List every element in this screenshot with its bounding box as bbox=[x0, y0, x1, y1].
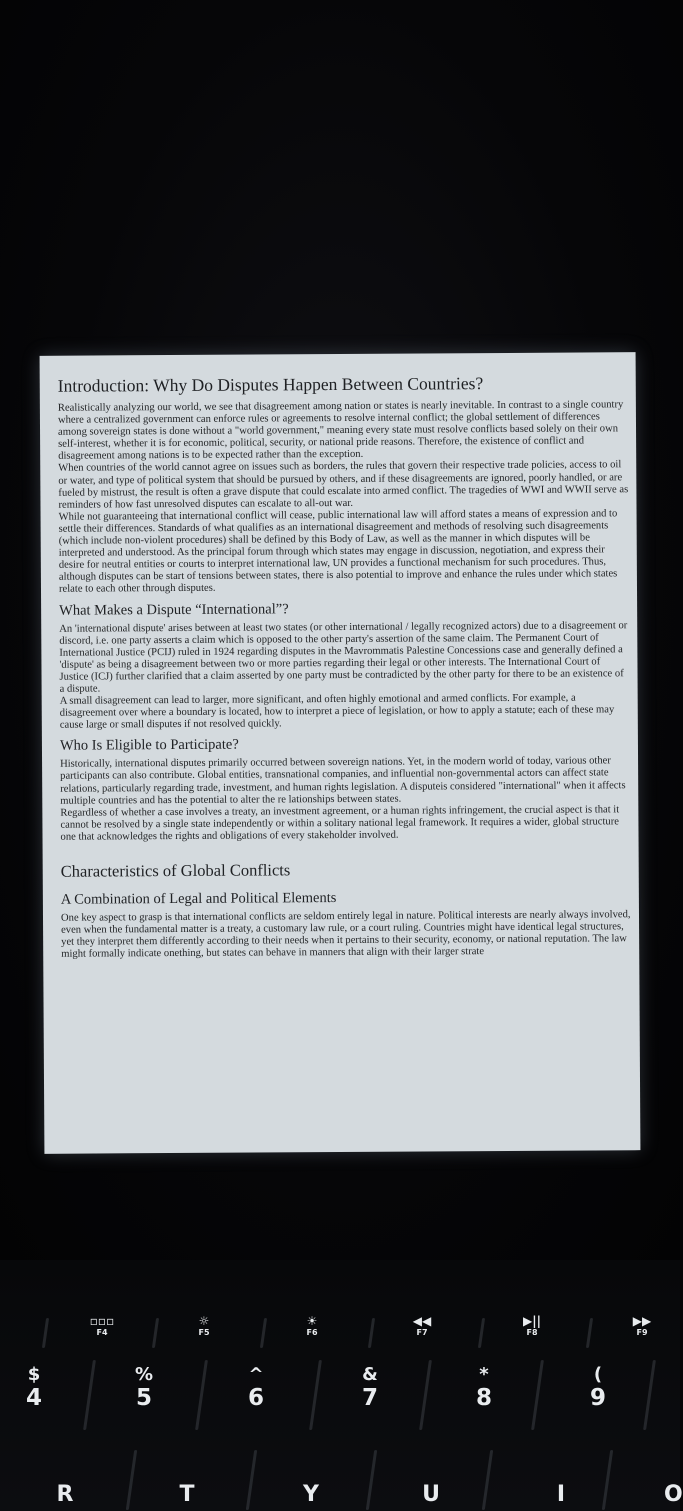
eligible-paragraph-1: Historically, international disputes primarily occurred between sovereign nations. Yet, in the modern world of today, various other participants can also contribute. Global entities, transnational companies, and influential non-governmental actors can affect state relations, particularly regarding trade, investment, and human rights legislation. A disputeis considered "international" when it affects multiple countries and has the potential to alter the re lationships between states. bbox=[60, 755, 626, 807]
key-o[interactable]: O bbox=[664, 1482, 683, 1507]
key-gap bbox=[260, 1318, 267, 1348]
key-6[interactable]: ^ 6 bbox=[247, 1364, 264, 1411]
key-i[interactable]: I bbox=[556, 1482, 566, 1507]
key-gap bbox=[602, 1450, 613, 1510]
keyboard bbox=[0, 1260, 683, 1511]
section-heading-eligible: Who Is Eligible to Participate? bbox=[59, 736, 239, 755]
international-paragraph-2: A small disagreement can lead to larger, more significant, and often highly emotional and armed conflicts. For example, a disagreement over where a boundary is located, how to interpret a piece of legislation, or how to apply a statute; each of these may cause large or small disputes if not resolved quickly. bbox=[59, 692, 615, 731]
key-gap bbox=[482, 1450, 493, 1510]
play-pause-icon: ▶|| bbox=[523, 1314, 541, 1328]
key-gap bbox=[195, 1360, 208, 1430]
key-gap bbox=[246, 1450, 257, 1510]
key-u[interactable]: U bbox=[422, 1482, 440, 1507]
key-gap bbox=[419, 1360, 432, 1430]
intro-paragraph-2: When countries of the world cannot agree on issues such as borders, the rules that govern their respective trade policies, access to oil or water, and type of political system that should be pursued by others, and if these disagreements are ignored, poorly handled, or are fueled by mistrust, the result is often a grave dispute that could escalate into armed conflict. The tragedies of WWI and WWII serve as reminders of how fast unresolved disputes can escalate to all-out war. bbox=[58, 459, 629, 511]
key-gap bbox=[368, 1318, 375, 1348]
key-gap bbox=[366, 1450, 377, 1510]
key-gap bbox=[478, 1318, 485, 1348]
key-gap bbox=[83, 1360, 96, 1430]
brightness-down-icon: ☼ bbox=[198, 1314, 210, 1328]
key-r[interactable]: R bbox=[56, 1482, 74, 1507]
document-content bbox=[58, 372, 632, 961]
intro-paragraph-3: While not guaranteeing that international conflict will cease, public international law will afford states a means of expression and to settle their differences. Standards of what qualifies as an international disagreement and methods of resolving such disagreements (which include non-violent procedures) shall be defined by this Body of Law, as well as the manner in which disputes will be interpreted and understood. As the principal forum through which states may engage in discussion, negotiation, and express their desire for neutral entities or courts to interpret international law, UN provides a functional mechanism for such procedures. Thus, although disputes can be start of tensions between states, there is also potential to improve and enhance the rules under which states relate to each other through disputes. bbox=[58, 508, 618, 596]
key-5[interactable]: % 5 bbox=[134, 1364, 154, 1411]
key-f9[interactable]: ▶▶ F9 bbox=[624, 1314, 660, 1337]
key-f4[interactable]: ▫▫▫ F4 bbox=[84, 1314, 120, 1337]
eligible-paragraph-2: Regardless of whether a case involves a treaty, an investment agreement, or a human rights infringement, the crucial aspect is that it cannot be resolved by a single state independently or within a solitary national legal framework. It requires a wider, global structure one that acknowledges the rights and obligations of every stakeholder involved. bbox=[60, 804, 620, 843]
fast-forward-icon: ▶▶ bbox=[632, 1314, 652, 1328]
section-heading-international: What Makes a Dispute “International”? bbox=[59, 600, 289, 619]
key-t[interactable]: T bbox=[179, 1482, 195, 1507]
international-paragraph-1: An 'international dispute' arises between at least two states (or other international / legally recognized actors) due to a disagreement or discord, i.e. one party asserts a claim which is opposed to the other party's assertion of the same claim. The Permanent Court of International Justice (PCIJ) ruled in 1924 regarding disputes in the Mavrommatis Palestine Concessions case and generally defined a 'dispute' as being a disagreement between two or more parties regarding their legal or other interests. The International Court of Justice (ICJ) further clarified that a claim asserted by one party must be contradicted by the other party for there to be an existence of a dispute. bbox=[59, 619, 628, 695]
brightness-up-icon: ☀ bbox=[306, 1314, 318, 1328]
key-gap bbox=[531, 1360, 544, 1430]
key-f8[interactable]: ▶|| F8 bbox=[514, 1314, 550, 1337]
key-9[interactable]: ( 9 bbox=[589, 1364, 606, 1411]
subheading-legal-political: A Combination of Legal and Political Elements bbox=[60, 890, 337, 908]
key-gap bbox=[309, 1360, 322, 1430]
document-title: Introduction: Why Do Disputes Happen Between Countries? bbox=[57, 373, 484, 396]
key-4[interactable]: $ 4 bbox=[25, 1364, 42, 1411]
key-f7[interactable]: ◀◀ F7 bbox=[404, 1314, 440, 1337]
key-gap bbox=[126, 1450, 137, 1510]
rewind-icon: ◀◀ bbox=[412, 1314, 432, 1328]
key-gap bbox=[152, 1318, 159, 1348]
mission-control-icon: ▫▫▫ bbox=[89, 1314, 115, 1328]
characteristics-paragraph: One key aspect to grasp is that international conflicts are seldom entirely legal in nature. Political interests are nearly always involved, even when the fundamental matter is a treaty, a customary law rule, or a court ruling. Countries might have identical legal structures, yet they interpret them differently according to their needs when it pertains to their security, economy, or national reputation. The law might formally indicate onething, but states can behave in manners that align with their larger strate bbox=[60, 909, 631, 960]
intro-paragraph-1: Realistically analyzing our world, we see that disagreement among nation or states is nearly inevitable. In contrast to a single country where a centralized government can enforce rules or agreements to resolve internal conflict; the global settlement of differences among sovereign states is done without a "world government," meaning every state must resolve conflicts based solely on their own self-interest, whether it is for economic, political, security, or national pride reasons. Therefore, the existence of conflict and disagreement among nations is to be expected rather than the exception. bbox=[57, 399, 624, 463]
key-gap bbox=[643, 1360, 656, 1430]
key-8[interactable]: * 8 bbox=[475, 1364, 492, 1411]
section-heading-characteristics: Characteristics of Global Conflicts bbox=[60, 860, 291, 881]
key-7[interactable]: & 7 bbox=[361, 1364, 378, 1411]
key-f6[interactable]: ☀ F6 bbox=[294, 1314, 330, 1337]
key-gap bbox=[586, 1318, 593, 1348]
key-f5[interactable]: ☼ F5 bbox=[186, 1314, 222, 1337]
document-page bbox=[40, 352, 641, 1154]
key-gap bbox=[42, 1318, 49, 1348]
key-y[interactable]: Y bbox=[303, 1482, 319, 1507]
